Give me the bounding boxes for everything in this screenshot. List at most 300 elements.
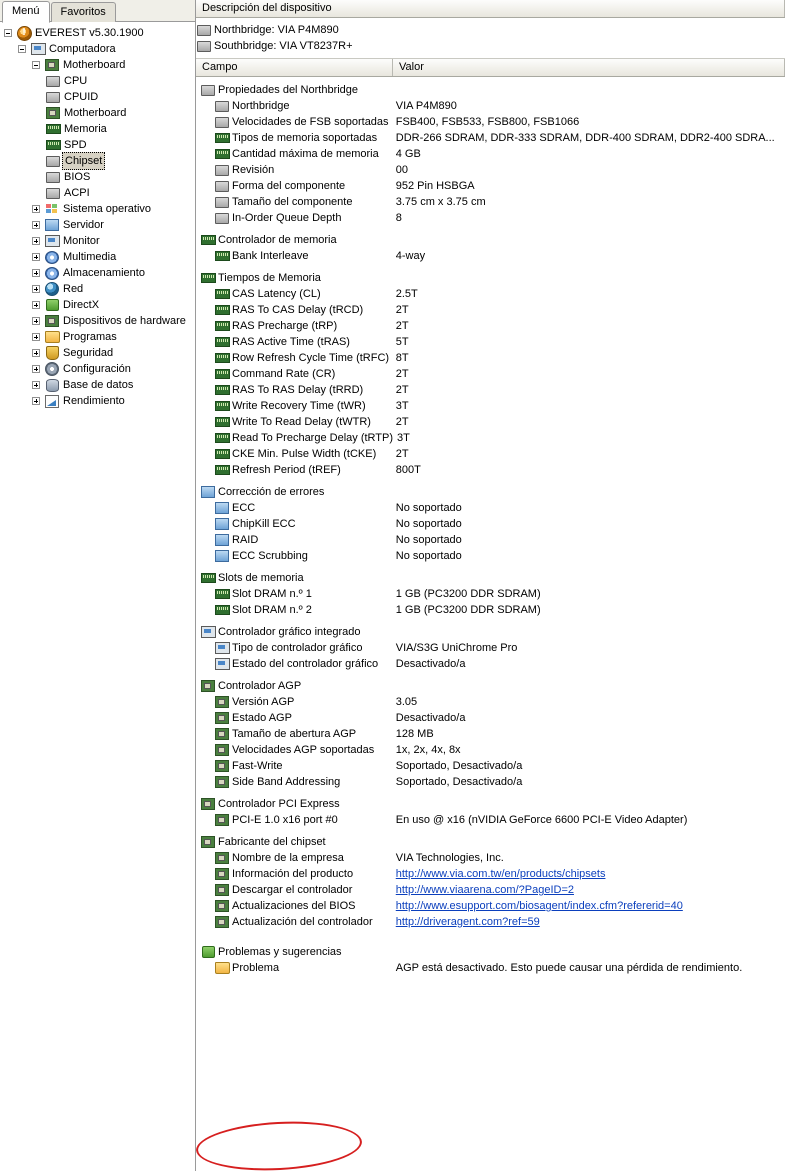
right-panel (196, 0, 785, 1171)
tab-menu[interactable] (2, 1, 50, 23)
note-icon (200, 946, 216, 958)
table-row[interactable] (196, 446, 785, 462)
tree-item-memoria[interactable] (0, 121, 195, 137)
row-label: RAS To CAS Delay (tRCD) (232, 304, 364, 316)
tree-item-label: Monitor (63, 235, 100, 247)
row-label: Write To Read Delay (tWTR) (232, 416, 371, 428)
tree-item-label: Multimedia (63, 251, 117, 263)
expander-icon[interactable] (30, 377, 43, 393)
row-value: VIA P4M890 (395, 100, 457, 112)
ram-icon (44, 124, 62, 134)
row-value: 952 Pin HSBGA (395, 180, 475, 192)
book-icon (214, 502, 230, 514)
row-value: 8T (395, 352, 409, 364)
table-row[interactable] (196, 350, 785, 366)
expander-icon[interactable] (30, 201, 43, 217)
row-value-link[interactable]: http://www.viaarena.com/?PageID=2 (395, 884, 574, 896)
row-label: Velocidades de FSB soportadas (232, 116, 389, 128)
row-value: 2T (395, 320, 409, 332)
display-icon (214, 658, 230, 670)
table-row[interactable] (196, 398, 785, 414)
row-label: Slot DRAM n.º 2 (232, 604, 312, 616)
expander-icon[interactable] (2, 25, 15, 41)
table-row[interactable] (196, 248, 785, 264)
row-value: 3.75 cm x 3.75 cm (395, 196, 486, 208)
group-title: Fabricante del chipset (218, 836, 326, 848)
table-row[interactable] (196, 366, 785, 382)
row-value: Soportado, Desactivado/a (395, 776, 523, 788)
table-row[interactable] (196, 382, 785, 398)
row-value: 1x, 2x, 4x, 8x (395, 744, 461, 756)
multimedia-icon (43, 251, 61, 264)
expander-icon[interactable] (30, 297, 43, 313)
table-row[interactable] (196, 130, 785, 146)
tree-item-cpu[interactable] (0, 73, 195, 89)
row-value: Desactivado/a (395, 658, 466, 670)
tree-item-motherboard[interactable] (0, 57, 195, 73)
group-title: Propiedades del Northbridge (218, 84, 359, 96)
row-value: No soportado (395, 518, 462, 530)
row-value: 2T (395, 416, 409, 428)
row-value-link[interactable]: http://www.via.com.tw/en/products/chipsets (395, 868, 606, 880)
table-row[interactable] (196, 710, 785, 726)
chip-icon (44, 188, 62, 199)
row-value: 1 GB (PC3200 DDR SDRAM) (395, 604, 541, 616)
row-label: ECC Scrubbing (232, 550, 308, 562)
row-label: Bank Interleave (232, 250, 309, 262)
tree-item-label: Base de datos (63, 379, 134, 391)
row-value: 3.05 (395, 696, 418, 708)
vendor-icon (214, 900, 230, 912)
tree-item-acpi[interactable] (0, 185, 195, 201)
computer-icon (29, 43, 47, 55)
table-row[interactable] (196, 742, 785, 758)
agp-icon (200, 680, 216, 692)
tree-item-label: Motherboard (63, 59, 126, 71)
table-row[interactable] (196, 98, 785, 114)
group-controlador-pci-express (196, 796, 785, 828)
tab-favoritos[interactable] (51, 2, 116, 22)
expander-icon[interactable] (30, 249, 43, 265)
row-label: Estado del controlador gráfico (232, 658, 379, 670)
expander-icon[interactable] (30, 361, 43, 377)
agp-icon (214, 776, 230, 788)
table-row[interactable] (196, 914, 785, 930)
row-value: 8 (395, 212, 402, 224)
ram-icon (200, 235, 216, 245)
tree-item-monitor[interactable] (0, 233, 195, 249)
expander-icon[interactable] (30, 217, 43, 233)
performance-icon (43, 395, 61, 408)
tree-item-spd[interactable] (0, 137, 195, 153)
table-row[interactable] (196, 640, 785, 656)
ram-icon (214, 251, 230, 261)
cpu-icon (44, 76, 62, 87)
chip-icon (200, 85, 216, 96)
tree-item-label: Computadora (49, 43, 116, 55)
row-label: Tipo de controlador gráfico (232, 642, 363, 654)
tree-item-almacenamiento[interactable] (0, 265, 195, 281)
ram-icon (200, 273, 216, 283)
tree-item-configuracion[interactable] (0, 361, 195, 377)
book-icon (214, 518, 230, 530)
row-value: 800T (395, 464, 421, 476)
agp-icon (214, 696, 230, 708)
table-row[interactable] (196, 758, 785, 774)
tree-item-label: CPU (64, 75, 88, 87)
ram-icon (214, 605, 230, 615)
expander-icon[interactable] (30, 345, 43, 361)
agp-icon (214, 728, 230, 740)
table-row[interactable] (196, 882, 785, 898)
ram-icon (44, 140, 62, 150)
table-row[interactable] (196, 726, 785, 742)
tab-favoritos-label: Favoritos (60, 6, 106, 18)
row-label: RAS To RAS Delay (tRRD) (232, 384, 364, 396)
row-value: En uso @ x16 (nVIDIA GeForce 6600 PCI-E Video Adapter) (395, 814, 688, 826)
column-header-valor[interactable]: Valor (393, 59, 785, 76)
expander-icon[interactable] (30, 393, 43, 409)
ram-icon (214, 337, 230, 347)
row-label: Tamaño del componente (232, 196, 353, 208)
tree-item-label: Dispositivos de hardware (63, 315, 186, 327)
agp-icon (214, 744, 230, 756)
table-row[interactable] (196, 334, 785, 350)
table-row[interactable] (196, 898, 785, 914)
chip-icon (214, 165, 230, 176)
row-value: No soportado (395, 550, 462, 562)
table-row[interactable] (196, 178, 785, 194)
devices-icon (43, 315, 61, 327)
chip-icon (214, 181, 230, 192)
table-row[interactable] (196, 210, 785, 226)
row-label: Command Rate (CR) (232, 368, 336, 380)
row-label: CAS Latency (CL) (232, 288, 321, 300)
row-value: VIA Technologies, Inc. (395, 852, 504, 864)
database-icon (43, 379, 61, 392)
table-row[interactable] (196, 812, 785, 828)
expander-icon[interactable] (30, 57, 43, 73)
cpu-icon (44, 92, 62, 103)
group-title: Controlador PCI Express (218, 798, 340, 810)
display-icon (200, 626, 216, 638)
group-title-row[interactable] (196, 944, 785, 960)
chip-icon (44, 172, 62, 183)
group-title-row[interactable] (196, 678, 785, 694)
row-value: No soportado (395, 534, 462, 546)
tree-item-servidor[interactable] (0, 217, 195, 233)
table-row[interactable] (196, 602, 785, 618)
expander-icon[interactable] (30, 329, 43, 345)
row-label: Side Band Addressing (232, 776, 341, 788)
gear-icon (43, 362, 61, 376)
row-value: 3T (395, 400, 409, 412)
group-tiempos-de-memoria (196, 270, 785, 478)
row-label: Velocidades AGP soportadas (232, 744, 375, 756)
row-value: Soportado, Desactivado/a (395, 760, 523, 772)
chip-icon (196, 25, 212, 36)
row-label: Revisión (232, 164, 275, 176)
agp-icon (214, 760, 230, 772)
note-icon (214, 962, 230, 974)
chip-icon (196, 41, 212, 52)
row-label: PCI-E 1.0 x16 port #0 (232, 814, 338, 826)
row-value: 2T (395, 368, 409, 380)
row-value: 128 MB (395, 728, 434, 740)
row-value-link[interactable]: http://www.esupport.com/biosagent/index.cfm?refererid=40 (395, 900, 683, 912)
row-label: Fast-Write (232, 760, 283, 772)
tree-item-label: Seguridad (63, 347, 114, 359)
expander-icon[interactable] (30, 281, 43, 297)
storage-icon (43, 267, 61, 280)
table-row[interactable] (196, 694, 785, 710)
tree-item-multimedia[interactable] (0, 249, 195, 265)
group-title-row[interactable] (196, 624, 785, 640)
tree-item-motherboard-sub[interactable] (0, 105, 195, 121)
table-row[interactable] (196, 500, 785, 516)
windows-icon (43, 204, 61, 215)
tab-menu-label: Menú (12, 5, 40, 17)
row-label: Descargar el controlador (232, 884, 353, 896)
tree-item-label: DirectX (63, 299, 100, 311)
tree-item-label: Servidor (63, 219, 104, 231)
row-value: No soportado (395, 502, 462, 514)
row-value: FSB400, FSB533, FSB800, FSB1066 (395, 116, 580, 128)
group-controlador-grafico-integrado (196, 624, 785, 672)
navigation-tree[interactable] (0, 22, 195, 1171)
device-row-northbridge[interactable] (196, 22, 785, 38)
tree-item-directx[interactable] (0, 297, 195, 313)
row-value: 3T (397, 432, 410, 444)
row-label: Row Refresh Cycle Time (tRFC) (232, 352, 390, 364)
row-value: 00 (395, 164, 408, 176)
table-row[interactable] (196, 302, 785, 318)
tree-item-label: SPD (64, 139, 87, 151)
table-row[interactable] (196, 532, 785, 548)
row-label: RAS Active Time (tRAS) (232, 336, 350, 348)
chip-icon (44, 156, 62, 167)
table-row[interactable] (196, 586, 785, 602)
device-row-label: Northbridge: VIA P4M890 (214, 24, 339, 36)
network-icon (43, 282, 61, 296)
tree-item-label: Memoria (64, 123, 107, 135)
table-row[interactable] (196, 462, 785, 478)
agp-icon (214, 712, 230, 724)
vendor-icon (200, 836, 216, 848)
row-label: Tipos de memoria soportadas (232, 132, 378, 144)
table-row[interactable] (196, 774, 785, 790)
vendor-icon (214, 868, 230, 880)
expander-icon[interactable] (30, 313, 43, 329)
ram-icon (214, 417, 230, 427)
tree-item-cpuid[interactable] (0, 89, 195, 105)
tree-item-label: CPUID (64, 91, 99, 103)
vendor-icon (214, 884, 230, 896)
group-propiedades-del-northbridge (196, 82, 785, 226)
ram-icon (214, 465, 230, 475)
device-summary-list (196, 18, 785, 59)
row-value: 5T (395, 336, 409, 348)
tree-item-programas[interactable] (0, 329, 195, 345)
tree-item-base-de-datos[interactable] (0, 377, 195, 393)
table-row[interactable] (196, 548, 785, 564)
monitor-icon (43, 235, 61, 247)
ram-icon (214, 289, 230, 299)
ram-icon (214, 433, 230, 443)
row-label: Información del producto (232, 868, 354, 880)
table-row[interactable] (196, 960, 785, 976)
row-label: Read To Precharge Delay (tRTP) (232, 432, 393, 444)
row-value: AGP está desactivado. Esto puede causar una pérdida de rendimiento. (395, 962, 743, 974)
group-title: Controlador gráfico integrado (218, 626, 361, 638)
row-label: Versión AGP (232, 696, 295, 708)
book-icon (214, 550, 230, 562)
ram-icon (214, 449, 230, 459)
row-label: Write Recovery Time (tWR) (232, 400, 366, 412)
group-fabricante-del-chipset (196, 834, 785, 930)
table-column-headers (196, 59, 785, 77)
tree-item-chipset[interactable] (0, 153, 195, 169)
tree-item-label: Almacenamiento (63, 267, 145, 279)
group-title-row[interactable] (196, 270, 785, 286)
group-controlador-de-memoria (196, 232, 785, 264)
left-panel (0, 0, 196, 1171)
table-row[interactable] (196, 656, 785, 672)
pcie-icon (214, 814, 230, 826)
pcie-icon (200, 798, 216, 810)
group-controlador-agp (196, 678, 785, 790)
table-row[interactable] (196, 414, 785, 430)
row-label: In-Order Queue Depth (232, 212, 342, 224)
table-row[interactable] (196, 162, 785, 178)
group-title: Controlador AGP (218, 680, 302, 692)
tree-item-label: Programas (63, 331, 117, 343)
tree-item-everest-root[interactable] (0, 25, 195, 41)
tree-item-label: ACPI (64, 187, 90, 199)
group-title: Corrección de errores (218, 486, 325, 498)
tree-item-rendimiento[interactable] (0, 393, 195, 409)
row-label: Tamaño de abertura AGP (232, 728, 357, 740)
row-label: RAID (232, 534, 259, 546)
table-row[interactable] (196, 194, 785, 210)
details-table (196, 77, 785, 1171)
group-correccion-de-errores (196, 484, 785, 564)
chip-icon (214, 101, 230, 112)
row-value-link[interactable]: http://driveragent.com?ref=59 (395, 916, 540, 928)
tree-item-sistema-operativo[interactable] (0, 201, 195, 217)
table-row[interactable] (196, 866, 785, 882)
ram-icon (214, 385, 230, 395)
column-header-campo[interactable]: Campo (196, 59, 393, 76)
row-label: Slot DRAM n.º 1 (232, 588, 312, 600)
table-row[interactable] (196, 318, 785, 334)
everest-icon (15, 26, 33, 41)
server-icon (43, 219, 61, 231)
ram-icon (214, 133, 230, 143)
vendor-icon (214, 916, 230, 928)
tab-bar (0, 0, 195, 22)
programs-icon (43, 331, 61, 343)
table-row[interactable] (196, 430, 785, 446)
tree-item-bios[interactable] (0, 169, 195, 185)
group-title-row[interactable] (196, 834, 785, 850)
board-icon (43, 59, 61, 71)
chip-icon (214, 117, 230, 128)
table-row[interactable] (196, 850, 785, 866)
row-label: ECC (232, 502, 256, 514)
device-row-southbridge[interactable] (196, 38, 785, 54)
ram-icon (214, 401, 230, 411)
group-title-row[interactable] (196, 570, 785, 586)
row-value: 2T (395, 304, 409, 316)
row-label: Refresh Period (tREF) (232, 464, 341, 476)
shield-icon (43, 346, 61, 360)
ram-icon (214, 353, 230, 363)
row-value: DDR-266 SDRAM, DDR-333 SDRAM, DDR-400 SDRAM, DDR2-400 SDRA... (395, 132, 775, 144)
display-icon (214, 642, 230, 654)
group-problemas-y-sugerencias (196, 944, 785, 976)
group-title: Tiempos de Memoria (218, 272, 321, 284)
row-value: 4 GB (395, 148, 421, 160)
board-icon (44, 107, 62, 119)
ram-icon (214, 369, 230, 379)
tree-item-red[interactable] (0, 281, 195, 297)
tree-item-dispositivos-de-hardware[interactable] (0, 313, 195, 329)
device-row-label: Southbridge: VIA VT8237R+ (214, 40, 353, 52)
group-title-row[interactable] (196, 82, 785, 98)
directx-icon (43, 299, 61, 311)
table-row[interactable] (196, 286, 785, 302)
table-row[interactable] (196, 114, 785, 130)
table-row[interactable] (196, 516, 785, 532)
row-value: VIA/S3G UniChrome Pro (395, 642, 518, 654)
book-icon (214, 534, 230, 546)
tree-item-label: Rendimiento (63, 395, 125, 407)
expander-icon[interactable] (30, 265, 43, 281)
tree-item-label: Chipset (62, 152, 105, 170)
chip-icon (214, 213, 230, 224)
row-label: Northbridge (232, 100, 290, 112)
expander-icon[interactable] (30, 233, 43, 249)
row-value: 2T (395, 448, 409, 460)
tree-item-computadora[interactable] (0, 41, 195, 57)
device-description-header-label: Descripción del dispositivo (196, 0, 785, 17)
row-label: Cantidad máxima de memoria (232, 148, 379, 160)
row-label: ChipKill ECC (232, 518, 296, 530)
row-label: CKE Min. Pulse Width (tCKE) (232, 448, 377, 460)
table-row[interactable] (196, 146, 785, 162)
group-title-row[interactable] (196, 796, 785, 812)
row-label: Actualizaciones del BIOS (232, 900, 356, 912)
row-value: 4-way (395, 250, 426, 262)
row-label: Nombre de la empresa (232, 852, 344, 864)
chip-icon (214, 197, 230, 208)
row-label: Actualización del controlador (232, 916, 373, 928)
tree-item-seguridad[interactable] (0, 345, 195, 361)
group-title-row[interactable] (196, 484, 785, 500)
group-slots-de-memoria (196, 570, 785, 618)
vendor-icon (214, 852, 230, 864)
group-title-row[interactable] (196, 232, 785, 248)
tree-item-label: EVEREST v5.30.1900 (35, 27, 144, 39)
group-title: Controlador de memoria (218, 234, 337, 246)
ram-icon (214, 589, 230, 599)
ram-icon (214, 305, 230, 315)
tree-item-label: Red (63, 283, 84, 295)
expander-icon[interactable] (16, 41, 29, 57)
device-description-header[interactable] (196, 0, 785, 18)
ram-icon (200, 573, 216, 583)
